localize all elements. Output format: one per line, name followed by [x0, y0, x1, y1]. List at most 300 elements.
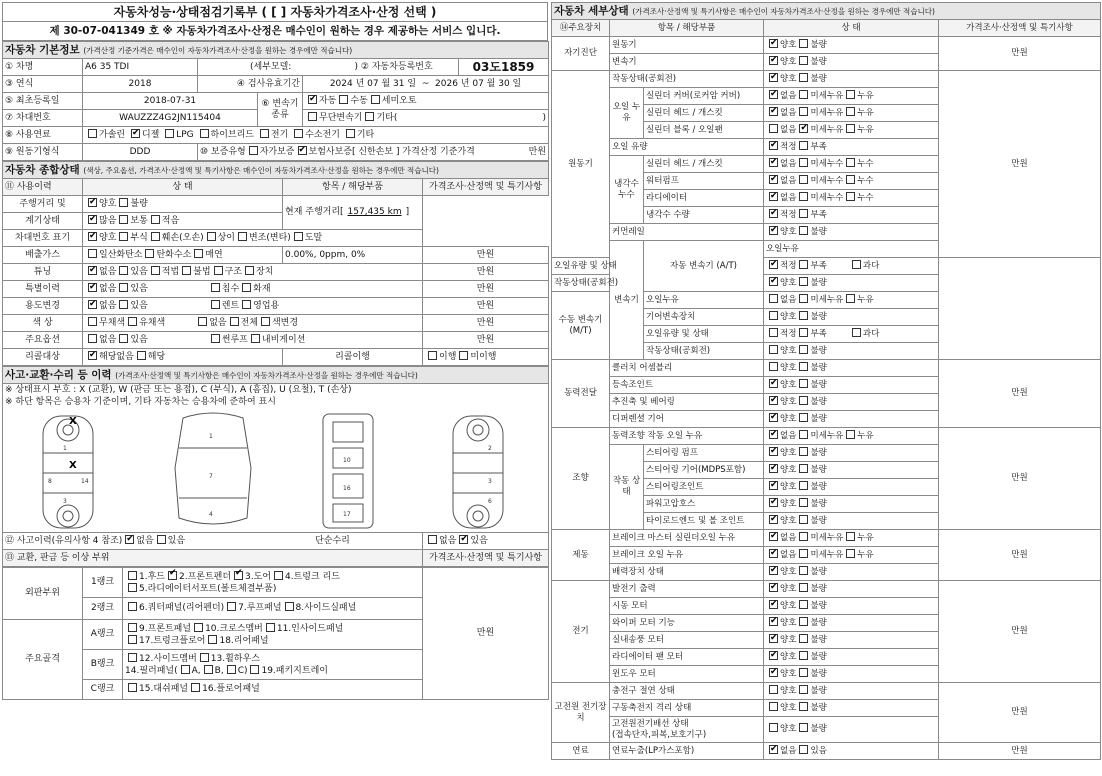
odometer: 현재 주행거리[ 157,435 km ] [283, 196, 423, 230]
mt-leak-minor[interactable] [799, 294, 808, 303]
state-brake-oil: ✔ 없음 미세누유 누유 [764, 547, 939, 564]
exchange-price: 만원 [423, 568, 549, 700]
coolant-qty-short[interactable] [799, 209, 808, 218]
fan-good[interactable] [769, 651, 778, 660]
front-panel-checkbox[interactable] [128, 623, 137, 632]
pillar-b-checkbox[interactable] [204, 665, 213, 674]
use-none-checkbox[interactable] [88, 300, 97, 309]
floor-panel-checkbox[interactable] [191, 683, 200, 692]
hose-bad[interactable] [799, 498, 808, 507]
col-state: 상 태 [764, 20, 939, 37]
batt-isol-bad[interactable] [799, 702, 808, 711]
em-smoke-checkbox[interactable] [194, 249, 203, 258]
alternator-bad[interactable] [799, 583, 808, 592]
col-price-r: 가격조사·산정액 및 특기사항 [939, 20, 1101, 37]
vin-mismatch-checkbox[interactable] [207, 232, 216, 241]
item-op-idle: 작동상태(공회전) [610, 71, 764, 88]
radiator-support-checkbox[interactable] [128, 583, 137, 592]
reg-label: ) ② 자동차등록번호 [353, 59, 459, 76]
cyl-cover-leak[interactable] [846, 90, 855, 99]
blower-bad[interactable] [799, 634, 808, 643]
item-common-rail: 커먼레일 [610, 224, 764, 241]
booster-good[interactable] [769, 566, 778, 575]
mt-op-bad[interactable] [799, 345, 808, 354]
cyl-head-minor[interactable] [799, 107, 808, 116]
at-oil-excess[interactable] [852, 260, 861, 269]
trans-manual-checkbox[interactable] [339, 95, 348, 104]
alternator-good[interactable] [769, 583, 778, 592]
trans-other-checkbox[interactable] [365, 112, 374, 121]
use-rent-checkbox[interactable] [211, 300, 220, 309]
detail-section: 자동차 세부상태 (가격조사·산정액 및 특기사항은 매수인이 자동차가격조사·산정을 원하는 경우에만 적습니다) [552, 3, 1101, 20]
item-diff: 디퍼렌셜 기어 [610, 411, 764, 428]
hv-wire-bad[interactable] [799, 723, 808, 732]
recall-notdone-checkbox[interactable] [459, 351, 468, 360]
vin-altered-checkbox[interactable] [238, 232, 247, 241]
cyl-cover-none[interactable] [769, 90, 778, 99]
color-options: 무채색 유채색 없음 전체 색변경 [83, 315, 423, 332]
em-co-checkbox[interactable] [88, 249, 97, 258]
prop-shaft-good[interactable] [769, 396, 778, 405]
mark-x-front: X [69, 416, 77, 427]
state-blower: ✔ 양호 불량 [764, 632, 939, 649]
fuel-leak-exist[interactable] [799, 745, 808, 754]
vin-smeared-checkbox[interactable] [294, 232, 303, 241]
options-label: 주요옵션 [3, 332, 83, 349]
car-name: A6 35 TDI [83, 59, 198, 76]
front-fender-checkbox[interactable] [168, 571, 177, 580]
warranty-insurance-checkbox[interactable] [298, 146, 307, 155]
fuel-lpg-checkbox[interactable] [165, 129, 174, 138]
cyl-cover-minor[interactable] [799, 90, 808, 99]
charge-insul-good[interactable] [769, 685, 778, 694]
item-clutch: 클러치 어셈블리 [610, 360, 764, 377]
trans-unit-good[interactable] [769, 56, 778, 65]
repair-none-checkbox[interactable] [428, 535, 437, 544]
group-hv: 고전원 전기장치 [552, 683, 610, 743]
state-mt-gear: 양호 불량 [764, 309, 939, 326]
use-exist-checkbox[interactable] [119, 300, 128, 309]
trans-semi-checkbox[interactable] [371, 95, 380, 104]
state-cyl-block: 없음✔ 미세누유 누유 [764, 122, 939, 139]
brake-oil-minor[interactable] [799, 549, 808, 558]
simple-repair-options: 없음✔ 있음 [423, 533, 549, 550]
rank2-label: 2랭크 [83, 598, 123, 620]
tuning-options: ✔ 없음 있음 적법 불법 구조 장치 [83, 264, 423, 281]
header-table [2, 2, 548, 41]
roof-panel-checkbox[interactable] [227, 602, 236, 611]
st-joint-good[interactable] [769, 481, 778, 490]
fuel-other-checkbox[interactable] [346, 129, 355, 138]
group-fuel: 연료 [552, 743, 610, 760]
water-pump-none[interactable] [769, 175, 778, 184]
wheel-house-checkbox[interactable] [200, 653, 209, 662]
recall-done-label: 리콜이행 [283, 349, 423, 366]
oil-flow-proper[interactable] [769, 141, 778, 150]
at-op-bad[interactable] [799, 277, 808, 286]
fuel-electric-checkbox[interactable] [260, 129, 269, 138]
mark-x-door: X [69, 460, 77, 471]
price-brake: 만원 [939, 530, 1101, 581]
mt-leak-none[interactable] [769, 294, 778, 303]
tie-rod-bad[interactable] [799, 515, 808, 524]
col-part: 항목 / 해당부품 [610, 20, 764, 37]
fuel-hybrid-checkbox[interactable] [200, 129, 209, 138]
state-alternator: ✔ 양호 불량 [764, 581, 939, 598]
mt-oil-excess[interactable] [852, 328, 861, 337]
color-full-checkbox[interactable] [230, 317, 239, 326]
radiator-none[interactable] [769, 192, 778, 201]
oil-flow-short[interactable] [799, 141, 808, 150]
state-hose: ✔ 양호 불량 [764, 496, 939, 513]
fuel-diesel-checkbox[interactable] [131, 129, 140, 138]
state-window: ✔ 양호 불량 [764, 666, 939, 683]
main-frame-label: 주요골격 [3, 620, 83, 700]
part-num-6: 6 [488, 498, 492, 505]
state-fan: ✔ 양호 불량 [764, 649, 939, 666]
part-num-17: 17 [343, 511, 351, 518]
state-radiator: ✔ 없음 미세누수 누수 [764, 190, 939, 207]
item-brake-oil: 브레이크 오일 누유 [610, 547, 764, 564]
price-engine: 만원 [939, 71, 1101, 258]
engine-label: ⑨ 원동기형식 [3, 144, 83, 161]
common-rail-good[interactable] [769, 226, 778, 235]
ps-leak-minor[interactable] [799, 430, 808, 439]
options-options: 없음 있음 썬루프 내비게이션 [83, 332, 423, 349]
fuel-hydrogen-checkbox[interactable] [294, 129, 303, 138]
tuning-structure-checkbox[interactable] [214, 266, 223, 275]
exchange-price-col: 가격조사·산정액 및 특기사항 [423, 550, 549, 567]
blower-good[interactable] [769, 634, 778, 643]
trans-unit-bad[interactable] [799, 56, 808, 65]
rank1-items: 1.후드✔ 2.프론트펜더✔ 3.도어 4.트렁크 리드 5.라디에이터서포트(볼트체결부품) [123, 568, 423, 598]
rank1-label: 1랭크 [83, 568, 123, 598]
sub-oil-leak: 오일 누유 [610, 88, 644, 139]
sub-auto-trans: 자동 변속기 (A/T) [644, 241, 764, 292]
window-bad[interactable] [799, 668, 808, 677]
part-num-1b: 1 [209, 433, 213, 440]
item-fan: 라디에이터 팬 모터 [610, 649, 764, 666]
mileage-status: ✔ 양호 불량 [83, 196, 283, 213]
st-joint-bad[interactable] [799, 481, 808, 490]
part-num-7: 7 [209, 473, 213, 480]
diff-bad[interactable] [799, 413, 808, 422]
repair-exist-checkbox[interactable] [459, 535, 468, 544]
tuning-none-checkbox[interactable] [88, 266, 97, 275]
recall-done-checkbox[interactable] [428, 351, 437, 360]
accident-none-checkbox[interactable] [125, 535, 134, 544]
trunk-lid-checkbox[interactable] [274, 571, 283, 580]
clutch-good[interactable] [769, 362, 778, 371]
st-pump-good[interactable] [769, 447, 778, 456]
pillar-c-checkbox[interactable] [227, 665, 236, 674]
engine-unit-bad[interactable] [799, 39, 808, 48]
brake-oil-leak[interactable] [846, 549, 855, 558]
vin-label: ⑦ 차대번호 [3, 110, 83, 127]
st-gear-good[interactable] [769, 464, 778, 473]
color-none-checkbox[interactable] [198, 317, 207, 326]
part-num-4: 4 [209, 511, 213, 518]
opt-sunroof-checkbox[interactable] [211, 334, 220, 343]
mileage-many-checkbox[interactable] [88, 215, 97, 224]
mt-gear-bad[interactable] [799, 311, 808, 320]
inside-panel-checkbox[interactable] [266, 623, 275, 632]
op-idle-good[interactable] [769, 73, 778, 82]
em-hc-checkbox[interactable] [145, 249, 154, 258]
opt-exist-checkbox[interactable] [119, 334, 128, 343]
charge-insul-bad[interactable] [799, 685, 808, 694]
cross-member-checkbox[interactable] [194, 623, 203, 632]
exchange-table [2, 567, 549, 700]
part-num-3: 3 [63, 498, 67, 505]
recall-applicable-checkbox[interactable] [137, 351, 146, 360]
state-at-op: ✔ 양호 불량 [764, 275, 939, 292]
part-num-3b: 3 [488, 478, 492, 485]
emission-price: 만원 [423, 247, 549, 264]
state-engine-unit: ✔ 양호 불량 [764, 37, 939, 54]
emission-label: 배출가스 [3, 247, 83, 264]
col-usage: ⑪ 사용이력 [3, 179, 83, 196]
clutch-bad[interactable] [799, 362, 808, 371]
st-gear-bad[interactable] [799, 464, 808, 473]
rankC-label: C랭크 [83, 680, 123, 700]
model-label: (세부모델: [198, 59, 353, 76]
recall-done-options: 이행 미이행 [423, 349, 549, 366]
hose-good[interactable] [769, 498, 778, 507]
state-prop-shaft: ✔ 양호 불량 [764, 394, 939, 411]
mileage-amount: ✔ 많음 보통 적음 [83, 213, 283, 230]
item-starter: 시동 모터 [610, 598, 764, 615]
item-alternator: 발전기 출력 [610, 581, 764, 598]
price-self: 만원 [939, 37, 1101, 71]
tuning-legal-checkbox[interactable] [151, 266, 160, 275]
color-achromatic-checkbox[interactable] [88, 317, 97, 326]
rankA-items: 9.프론트패널 10.크로스멤버 11.인사이드패널 17.트렁크플로어 18.리어패널 [123, 620, 423, 650]
tuning-exist-checkbox[interactable] [119, 266, 128, 275]
item-at-oil: 오일유량 및 상태 [552, 258, 610, 275]
trunk-floor-checkbox[interactable] [128, 635, 137, 644]
mt-op-good[interactable] [769, 345, 778, 354]
cyl-head2-minor[interactable] [799, 158, 808, 167]
opt-navi-checkbox[interactable] [251, 334, 260, 343]
item-water-pump: 워터펌프 [644, 173, 764, 190]
item-cv-joint: 등속조인트 [610, 377, 764, 394]
cv-joint-good[interactable] [769, 379, 778, 388]
exchange-label: ⑬ 교환, 판금 등 이상 부위 [3, 550, 423, 567]
mileage-bad-checkbox[interactable] [119, 198, 128, 207]
vin-value: WAUZZZ4G2JN115404 [83, 110, 258, 127]
use-business-checkbox[interactable] [242, 300, 251, 309]
group-steer: 조향 [552, 428, 610, 530]
state-oil-flow: ✔ 적정 부족 [764, 139, 939, 156]
mt-leak-leak[interactable] [846, 294, 855, 303]
at-op-good[interactable] [769, 277, 778, 286]
ps-leak-leak[interactable] [846, 430, 855, 439]
sub-steer-op: 작동 상태 [610, 445, 644, 530]
wiper-bad[interactable] [799, 617, 808, 626]
op-idle-bad[interactable] [799, 73, 808, 82]
special-flood-checkbox[interactable] [211, 283, 220, 292]
state-tie-rod: ✔ 양호 불량 [764, 513, 939, 530]
tuning-label: 튜닝 [3, 264, 83, 281]
tuning-device-checkbox[interactable] [245, 266, 254, 275]
quarter-panel-checkbox[interactable] [128, 602, 137, 611]
basic-info-table [2, 41, 549, 161]
dash-panel-checkbox[interactable] [128, 683, 137, 692]
item-wiper: 와이퍼 모터 기능 [610, 615, 764, 632]
package-tray-checkbox[interactable] [250, 665, 259, 674]
col-status: 상 태 [83, 179, 283, 196]
use-change-options: ✔ 없음 있음 렌트 영업용 [83, 298, 423, 315]
brake-oil-none[interactable] [769, 549, 778, 558]
opt-none-checkbox[interactable] [88, 334, 97, 343]
state-diff: ✔ 양호 불량 [764, 411, 939, 428]
recall-na-checkbox[interactable] [88, 351, 97, 360]
col-device: ⑭주요장치 [552, 20, 610, 37]
window-good[interactable] [769, 668, 778, 677]
cyl-head2-none[interactable] [769, 158, 778, 167]
cv-joint-bad[interactable] [799, 379, 808, 388]
recall-options: ✔ 해당없음 해당 [83, 349, 283, 366]
item-ps-leak: 동력조향 작동 오일 누유 [610, 428, 764, 445]
vin-damage-checkbox[interactable] [151, 232, 160, 241]
mt-oil-proper[interactable] [769, 328, 778, 337]
warranty-self-checkbox[interactable] [249, 146, 258, 155]
at-oil-proper[interactable] [769, 260, 778, 269]
outer-label: 외판부위 [3, 568, 83, 620]
price-elec: 만원 [939, 581, 1101, 683]
name-label: ① 차명 [3, 59, 83, 76]
col-item: 항목 / 해당부품 [283, 179, 423, 196]
state-coolant-qty: ✔ 적정 부족 [764, 207, 939, 224]
trans-label: ⑥ 변속기 종류 [258, 93, 303, 127]
group-self-diag: 자기진단 [552, 37, 610, 71]
special-exist-checkbox[interactable] [119, 283, 128, 292]
cyl-head-none[interactable] [769, 107, 778, 116]
brake-master-leak[interactable] [846, 532, 855, 541]
right-panel [551, 2, 1100, 774]
item-mt-oil: 오일유량 및 상태 [644, 326, 764, 343]
vin-corrosion-checkbox[interactable] [119, 232, 128, 241]
state-starter: ✔ 양호 불량 [764, 598, 939, 615]
item-st-pump: 스티어링 펌프 [644, 445, 764, 462]
mileage-good-checkbox[interactable] [88, 198, 97, 207]
year-label: ③ 연식 [3, 76, 83, 93]
tuning-illegal-checkbox[interactable] [182, 266, 191, 275]
item-oil-flow: 오일 유량 [610, 139, 764, 156]
radiator-minor[interactable] [799, 192, 808, 201]
mileage-few-checkbox[interactable] [151, 215, 160, 224]
water-pump-leak[interactable] [846, 175, 855, 184]
common-rail-bad[interactable] [799, 226, 808, 235]
mt-oil-short[interactable] [799, 328, 808, 337]
recall-label: 리콜대상 [3, 349, 83, 366]
brake-master-none[interactable] [769, 532, 778, 541]
car-top-view [175, 413, 251, 524]
cyl-head2-leak[interactable] [846, 158, 855, 167]
state-st-pump: ✔ 양호 불량 [764, 445, 939, 462]
state-common-rail: ✔ 양호 불량 [764, 224, 939, 241]
vin-good-checkbox[interactable] [88, 232, 97, 241]
mileage-label1: 주행거리 및 [3, 196, 83, 213]
accident-section: 사고·교환·수리 등 이력 (가격조사·산정액 및 특기사항은 매수인이 자동차가격조사·산정을 원하는 경우에만 적습니다) [3, 367, 549, 384]
state-st-joint: ✔ 양호 불량 [764, 479, 939, 496]
item-blower: 실내송풍 모터 [610, 632, 764, 649]
fuel-gasoline-checkbox[interactable] [88, 129, 97, 138]
side-member-checkbox[interactable] [128, 653, 137, 662]
mileage-normal-checkbox[interactable] [119, 215, 128, 224]
vin-mark-label: 차대번호 표기 [3, 230, 83, 247]
water-pump-minor[interactable] [799, 175, 808, 184]
price-hv: 만원 [939, 683, 1101, 743]
coolant-qty-proper[interactable] [769, 209, 778, 218]
pillar-a-checkbox[interactable] [181, 665, 190, 674]
hood-checkbox[interactable] [128, 571, 137, 580]
document-title: 자동차성능·상태점검기록부 ( [ ] 자동차가격조사·산정 선택 ) [3, 3, 548, 22]
cyl-block-none[interactable] [769, 124, 778, 133]
tie-rod-good[interactable] [769, 515, 778, 524]
special-none-checkbox[interactable] [88, 283, 97, 292]
legend-2: ※ 하단 항목은 승용차 기준이며, 기타 자동차는 승용차에 준하여 표시 [5, 397, 276, 407]
diff-good[interactable] [769, 413, 778, 422]
side-sill-checkbox[interactable] [285, 602, 294, 611]
mt-gear-good[interactable] [769, 311, 778, 320]
state-mt-oil: 적정 부족 과다 [764, 326, 939, 343]
item-tie-rod: 타이로드엔드 및 볼 조인트 [644, 513, 764, 530]
fuel-leak-none[interactable] [769, 745, 778, 754]
state-st-gear: ✔ 양호 불량 [764, 462, 939, 479]
use-change-label: 용도변경 [3, 298, 83, 315]
trans-row2: 무단변속기 기타( ) [303, 110, 549, 127]
booster-bad[interactable] [799, 566, 808, 575]
special-fire-checkbox[interactable] [242, 283, 251, 292]
group-brake: 제동 [552, 530, 610, 581]
fan-bad[interactable] [799, 651, 808, 660]
state-trans-unit: ✔ 양호 불량 [764, 54, 939, 71]
color-change-checkbox[interactable] [261, 317, 270, 326]
accident-exist-checkbox[interactable] [157, 535, 166, 544]
rear-panel-checkbox[interactable] [208, 635, 217, 644]
starter-bad[interactable] [799, 600, 808, 609]
rankB-items: 12.사이드멤버 13.휠하우스 14.필러패널( A, B, C) 19.패키지트레이 [123, 650, 423, 680]
brake-master-minor[interactable] [799, 532, 808, 541]
wiper-good[interactable] [769, 617, 778, 626]
color-chromatic-checkbox[interactable] [128, 317, 137, 326]
door-checkbox[interactable] [234, 571, 243, 580]
rankB-label: B랭크 [83, 650, 123, 680]
detail-table [551, 2, 1101, 760]
batt-isol-good[interactable] [769, 702, 778, 711]
item-cyl-block: 실린더 블록 / 오일팬 [644, 122, 764, 139]
engine-unit-good[interactable] [769, 39, 778, 48]
st-pump-bad[interactable] [799, 447, 808, 456]
starter-good[interactable] [769, 600, 778, 609]
sub-manual-trans: 수동 변속기 (M/T) [552, 292, 610, 360]
item-charge-insul: 충전구 절연 상태 [610, 683, 764, 700]
at-oil-short[interactable] [799, 260, 808, 269]
trans-auto-checkbox[interactable] [308, 95, 317, 104]
cyl-block-minor[interactable] [799, 124, 808, 133]
cyl-head-leak[interactable] [846, 107, 855, 116]
radiator-leak[interactable] [846, 192, 855, 201]
ps-leak-none[interactable] [769, 430, 778, 439]
hv-wire-good[interactable] [769, 723, 778, 732]
emission-options: 일산화탄소 탄화수소 매연 [83, 247, 283, 264]
prop-shaft-bad[interactable] [799, 396, 808, 405]
state-booster: ✔ 양호 불량 [764, 564, 939, 581]
cyl-block-leak[interactable] [846, 124, 855, 133]
trans-cvt-checkbox[interactable] [308, 112, 317, 121]
